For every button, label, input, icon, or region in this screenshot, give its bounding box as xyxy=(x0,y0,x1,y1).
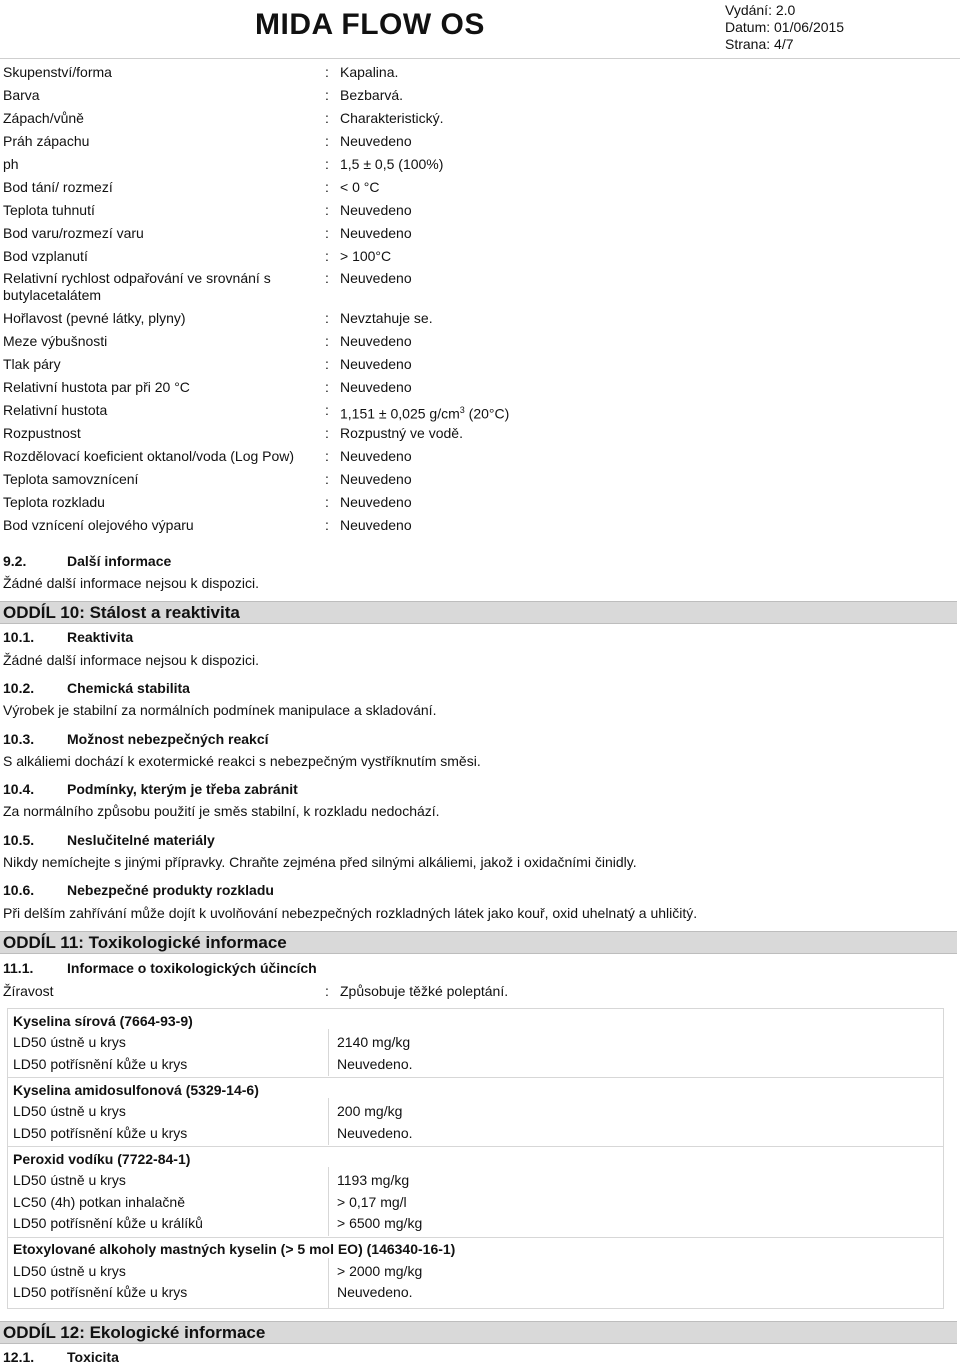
test-label: LD50 potřísnění kůže u krys xyxy=(13,1125,188,1141)
test-label: LD50 ústně u krys xyxy=(13,1263,126,1279)
table-row xyxy=(3,1284,943,1306)
subsection-heading xyxy=(3,731,269,747)
test-label: LD50 ústně u krys xyxy=(13,1172,126,1188)
test-label: LD50 potřísnění kůže u králíků xyxy=(13,1215,203,1231)
property-colon: : xyxy=(325,494,329,510)
property-colon: : xyxy=(325,179,329,195)
date-label: Datum: 01/06/2015 xyxy=(725,19,845,35)
density-value: 1,151 ± 0,025 g/cm xyxy=(340,405,460,422)
property-label: Meze výbušnosti xyxy=(3,333,108,349)
subsection-heading xyxy=(3,832,215,848)
section-10-header xyxy=(0,601,957,624)
property-label: Teplota rozkladu xyxy=(3,494,105,510)
table-row xyxy=(3,1034,943,1056)
property-label: Teplota samovznícení xyxy=(3,471,139,487)
subsection-heading xyxy=(3,553,171,569)
property-colon: : xyxy=(325,379,329,395)
property-colon: : xyxy=(325,64,329,80)
subsection-text: S alkáliemi dochází k exotermické reakci s nebezpečným vystříknutím směsi. xyxy=(3,753,481,769)
property-value: Rozpustný ve vodě. xyxy=(340,425,463,441)
subsection-title: Možnost nebezpečných reakcí xyxy=(67,731,269,747)
property-label: ph xyxy=(3,156,19,172)
property-value: > 100°C xyxy=(340,248,392,264)
property-value: Způsobuje těžké poleptání. xyxy=(340,983,509,999)
test-value: 2140 mg/kg xyxy=(337,1034,411,1050)
subsection-number: 10.1. xyxy=(3,629,35,645)
property-colon: : xyxy=(325,517,329,533)
subsection-text: Za normálního způsobu použití je směs stabilní, k rozkladu nedochází. xyxy=(3,803,440,819)
property-value: Neuvedeno xyxy=(340,202,412,218)
density-condition: (20°C) xyxy=(464,405,510,422)
section-11-header xyxy=(0,931,957,954)
table-row xyxy=(3,1125,943,1147)
section-title: ODDÍL 11: Toxikologické informace xyxy=(3,933,287,952)
section-12-header xyxy=(0,1321,957,1344)
property-colon: : xyxy=(325,202,329,218)
property-colon: : xyxy=(325,471,329,487)
subsection-number: 12.1. xyxy=(3,1349,35,1365)
subsection-number: 9.2. xyxy=(3,553,27,569)
subsection-heading xyxy=(3,680,190,696)
header-divider xyxy=(0,58,960,59)
table-row xyxy=(3,1194,943,1216)
subsection-heading xyxy=(3,781,298,797)
property-colon: : xyxy=(325,270,329,286)
property-value: Bezbarvá. xyxy=(340,87,404,103)
test-label: LD50 ústně u krys xyxy=(13,1034,126,1050)
property-colon: : xyxy=(325,333,329,349)
test-label: LD50 potřísnění kůže u krys xyxy=(13,1056,188,1072)
document-title: MIDA FLOW OS xyxy=(255,8,485,41)
test-value: > 0,17 mg/l xyxy=(337,1194,407,1210)
subsection-heading xyxy=(3,1349,119,1365)
table-row xyxy=(3,1215,943,1237)
subsection-number: 10.6. xyxy=(3,882,35,898)
test-label: LC50 (4h) potkan inhalačně xyxy=(13,1194,186,1210)
subsection-text: Výrobek je stabilní za normálních podmínek manipulace a skladování. xyxy=(3,702,437,718)
test-value: 1193 mg/kg xyxy=(337,1172,410,1188)
density-exponent: 3 xyxy=(459,405,465,415)
subsection-title: Informace o toxikologických účincích xyxy=(67,960,317,976)
test-value: Neuvedeno. xyxy=(337,1125,413,1141)
property-colon: : xyxy=(325,356,329,372)
property-colon: : xyxy=(325,156,329,172)
subsection-text: Žádné další informace nejsou k dispozici. xyxy=(3,652,260,668)
property-value: Neuvedeno xyxy=(340,356,412,372)
property-label: Hořlavost (pevné látky, plyny) xyxy=(3,310,186,326)
property-value: Neuvedeno xyxy=(340,333,412,349)
table-row xyxy=(3,1056,943,1078)
substance-heading: Kyselina sírová (7664-93-9) xyxy=(13,1013,193,1029)
property-label: Bod vzplanutí xyxy=(3,248,88,264)
property-colon: : xyxy=(325,448,329,464)
subsection-title: Další informace xyxy=(67,553,172,569)
test-label: LD50 potřísnění kůže u krys xyxy=(13,1284,188,1300)
test-value: Neuvedeno. xyxy=(337,1284,413,1300)
substance-heading: Peroxid vodíku (7722-84-1) xyxy=(13,1151,191,1167)
section-title: ODDÍL 10: Stálost a reaktivita xyxy=(3,603,240,622)
property-value: Neuvedeno xyxy=(340,494,412,510)
property-label-continued: butylacetalátem xyxy=(3,287,102,303)
subsection-heading xyxy=(3,629,133,645)
property-value: Neuvedeno xyxy=(340,379,412,395)
property-label: Žíravost xyxy=(3,983,54,999)
test-value: > 2000 mg/kg xyxy=(337,1263,423,1279)
property-value: Neuvedeno xyxy=(340,471,412,487)
property-colon: : xyxy=(325,110,329,126)
table-row xyxy=(3,1263,943,1285)
property-label: Rozpustnost xyxy=(3,425,81,441)
property-colon: : xyxy=(325,225,329,241)
substance-heading: Kyselina amidosulfonová (5329-14-6) xyxy=(13,1082,259,1098)
subsection-heading xyxy=(3,882,274,898)
page-number: Strana: 4/7 xyxy=(725,36,794,52)
section-title: ODDÍL 12: Ekologické informace xyxy=(3,1323,266,1342)
property-label: Bod varu/rozmezí varu xyxy=(3,225,144,241)
property-label: Tlak páry xyxy=(3,356,61,372)
subsection-title: Podmínky, kterým je třeba zabránit xyxy=(67,781,298,797)
property-label: Teplota tuhnutí xyxy=(3,202,95,218)
property-value xyxy=(340,402,509,422)
property-label: Práh zápachu xyxy=(3,133,90,149)
property-label: Relativní rychlost odpařování ve srovnání s xyxy=(3,270,271,286)
property-label: Relativní hustota xyxy=(3,402,108,418)
subsection-title: Chemická stabilita xyxy=(67,680,190,696)
table-row xyxy=(3,1103,943,1125)
edition-label: Vydání: 2.0 xyxy=(725,2,796,18)
property-colon: : xyxy=(325,87,329,103)
property-value: Neuvedeno xyxy=(340,448,412,464)
property-label: Bod tání/ rozmezí xyxy=(3,179,113,195)
document-meta xyxy=(725,2,844,53)
property-label: Barva xyxy=(3,87,40,103)
property-value: 1,5 ± 0,5 (100%) xyxy=(340,156,444,172)
subsection-text: Nikdy nemíchejte s jinými přípravky. Chraňte zejména před silnými alkáliemi, jakož i oxidačními činidly. xyxy=(3,854,637,870)
table-row xyxy=(3,1172,943,1194)
substance-heading: Etoxylované alkoholy mastných kyselin (> 5 mol EO) (146340-16-1) xyxy=(13,1241,456,1257)
property-label: Skupenství/forma xyxy=(3,64,112,80)
property-value: Neuvedeno xyxy=(340,133,412,149)
test-value: Neuvedeno. xyxy=(337,1056,413,1072)
property-label: Relativní hustota par při 20 °C xyxy=(3,379,190,395)
subsection-number: 10.2. xyxy=(3,680,35,696)
property-label: Zápach/vůně xyxy=(3,110,84,126)
property-value: Charakteristický. xyxy=(340,110,444,126)
property-value: Neuvedeno xyxy=(340,517,412,533)
property-value: Neuvedeno xyxy=(340,225,412,241)
subsection-title: Nebezpečné produkty rozkladu xyxy=(67,882,274,898)
subsection-title: Toxicita xyxy=(67,1349,119,1365)
property-label: Bod vznícení olejového výparu xyxy=(3,517,194,533)
subsection-text: Žádné další informace nejsou k dispozici. xyxy=(3,575,260,591)
subsection-title: Neslučitelné materiály xyxy=(67,832,215,848)
property-value: Kapalina. xyxy=(340,64,399,80)
subsection-title: Reaktivita xyxy=(67,629,134,645)
property-colon: : xyxy=(325,983,329,999)
subsection-number: 11.1. xyxy=(3,960,34,976)
test-value: 200 mg/kg xyxy=(337,1103,403,1119)
property-colon: : xyxy=(325,133,329,149)
property-colon: : xyxy=(325,425,329,441)
subsection-number: 10.5. xyxy=(3,832,35,848)
test-value: > 6500 mg/kg xyxy=(337,1215,423,1231)
property-value: < 0 °C xyxy=(340,179,380,195)
property-colon: : xyxy=(325,310,329,326)
property-label: Rozdělovací koeficient oktanol/voda (Log Pow) xyxy=(3,448,295,464)
property-value: Nevztahuje se. xyxy=(340,310,433,326)
test-label: LD50 ústně u krys xyxy=(13,1103,126,1119)
subsection-heading xyxy=(3,960,317,976)
subsection-text: Při delším zahřívání může dojít k uvolňování nebezpečných rozkladných látek jako kouř, oxid uhelnatý a uhličitý. xyxy=(3,905,698,921)
subsection-number: 10.3. xyxy=(3,731,35,747)
property-value: Neuvedeno xyxy=(340,270,412,286)
property-colon: : xyxy=(325,248,329,264)
property-colon: : xyxy=(325,402,329,418)
subsection-number: 10.4. xyxy=(3,781,35,797)
